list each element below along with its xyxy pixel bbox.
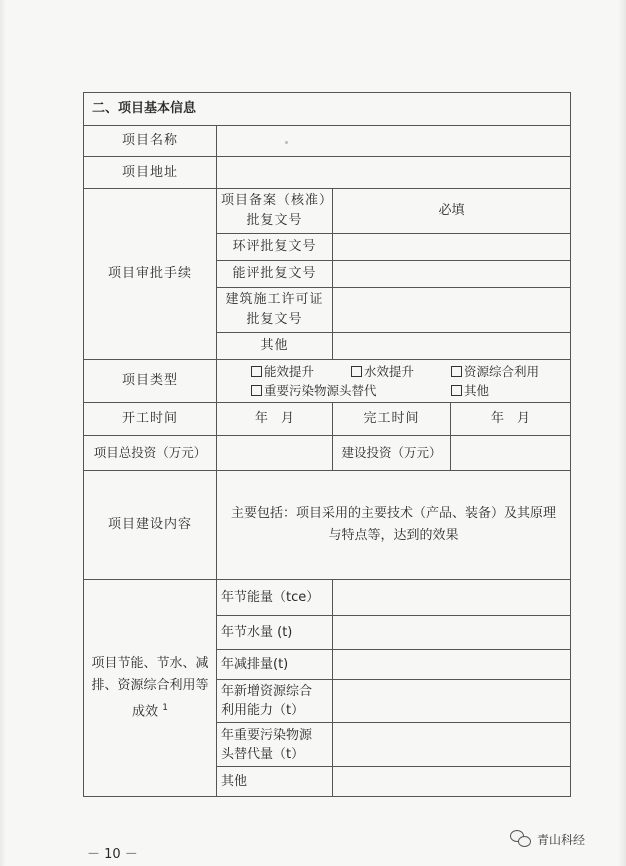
pollutant-label-line1: 年重要污染物源 xyxy=(221,727,313,743)
energy-eval-label: 能评批复文号 xyxy=(217,261,333,288)
option-pollutant[interactable] xyxy=(251,381,451,400)
benefit-label-line1: 项目节能、节水、减 xyxy=(91,655,209,671)
water-saving-label: 年节水量 (t) xyxy=(217,616,333,650)
option-pollutant-label: 重要污染物源头替代 xyxy=(264,383,377,398)
approval-other-field[interactable] xyxy=(333,333,571,360)
filing-label-line1: 项目备案（核准） xyxy=(221,193,334,208)
resource-label-line2: 利用能力（t） xyxy=(221,703,305,718)
construction-content-field[interactable]: 主要包括：项目采用的主要技术（产品、装备）及其原理与特点等，达到的效果 xyxy=(217,471,571,580)
construction-content-label: 项目建设内容 xyxy=(84,471,217,580)
project-name-field[interactable] xyxy=(217,126,571,157)
footnote-mark: 1 xyxy=(162,702,168,713)
energy-eval-field[interactable] xyxy=(333,261,571,288)
project-info-form xyxy=(83,92,571,797)
option-efficiency-label: 能效提升 xyxy=(264,364,315,379)
option-water-label: 水效提升 xyxy=(364,364,415,379)
benefit-other-label: 其他 xyxy=(217,767,333,797)
construction-investment-label: 建设投资（万元） xyxy=(333,436,451,471)
checkbox-icon[interactable] xyxy=(251,366,262,377)
project-name-label: 项目名称 xyxy=(84,126,217,157)
approval-label: 项目审批手续 xyxy=(84,189,217,360)
option-efficiency[interactable] xyxy=(251,362,351,381)
option-water[interactable] xyxy=(351,362,451,381)
page-number: － 10 － xyxy=(87,847,138,862)
emission-reduction-label: 年减排量(t) xyxy=(217,650,333,680)
checkbox-icon[interactable] xyxy=(451,385,462,396)
required-hint: 必填 xyxy=(438,203,465,218)
project-address-field[interactable] xyxy=(217,157,571,189)
project-type-label: 项目类型 xyxy=(84,360,217,403)
resource-label-line1: 年新增资源综合 xyxy=(221,684,313,699)
option-other-label: 其他 xyxy=(464,383,490,398)
resource-capacity-label xyxy=(217,680,333,723)
emission-reduction-field[interactable] xyxy=(333,650,571,680)
watermark-text: 青山科经 xyxy=(537,832,586,847)
project-type-options xyxy=(217,360,571,403)
eia-label: 环评批复文号 xyxy=(217,234,333,261)
option-resource-label: 资源综合利用 xyxy=(464,364,540,379)
checkbox-icon[interactable] xyxy=(251,385,262,396)
filing-label-line2: 批复文号 xyxy=(246,213,303,228)
pollutant-substitution-label xyxy=(217,723,333,767)
wechat-icon xyxy=(510,830,532,848)
permit-label-line2: 批复文号 xyxy=(246,312,303,327)
benefit-label-line2: 排、资源综合利用等 xyxy=(91,677,209,693)
benefit-label-text: 成效 xyxy=(132,704,159,720)
total-investment-label: 项目总投资（万元） xyxy=(84,436,217,471)
benefit-label-line3 xyxy=(88,697,212,723)
energy-saving-field[interactable] xyxy=(333,580,571,616)
section-title: 二、项目基本信息 xyxy=(84,93,571,126)
watermark xyxy=(510,830,585,848)
permit-label-line1: 建筑施工许可证 xyxy=(225,292,324,307)
benefit-label xyxy=(84,580,217,797)
option-resource[interactable] xyxy=(451,362,566,381)
project-address-label: 项目地址 xyxy=(84,157,217,189)
scan-speck xyxy=(285,141,288,144)
finish-time-label: 完工时间 xyxy=(333,403,451,436)
energy-saving-label: 年节能量（tce） xyxy=(217,580,333,616)
permit-field[interactable] xyxy=(333,288,571,333)
filing-field[interactable] xyxy=(333,189,571,234)
pollutant-label-line2: 头替代量（t） xyxy=(221,746,305,762)
eia-field[interactable] xyxy=(333,234,571,261)
option-other[interactable] xyxy=(451,381,566,400)
water-saving-field[interactable] xyxy=(333,616,571,650)
approval-other-label: 其他 xyxy=(217,333,333,360)
start-time-label: 开工时间 xyxy=(84,403,217,436)
permit-label xyxy=(217,288,333,333)
total-investment-field[interactable] xyxy=(217,436,333,471)
construction-investment-field[interactable] xyxy=(451,436,571,471)
finish-time-field[interactable]: 年 月 xyxy=(451,403,571,436)
checkbox-icon[interactable] xyxy=(451,366,462,377)
benefit-other-field[interactable] xyxy=(333,767,571,797)
resource-capacity-field[interactable] xyxy=(333,680,571,723)
checkbox-icon[interactable] xyxy=(351,366,362,377)
filing-label xyxy=(217,189,333,234)
pollutant-substitution-field[interactable] xyxy=(333,723,571,767)
start-time-field[interactable]: 年 月 xyxy=(217,403,333,436)
